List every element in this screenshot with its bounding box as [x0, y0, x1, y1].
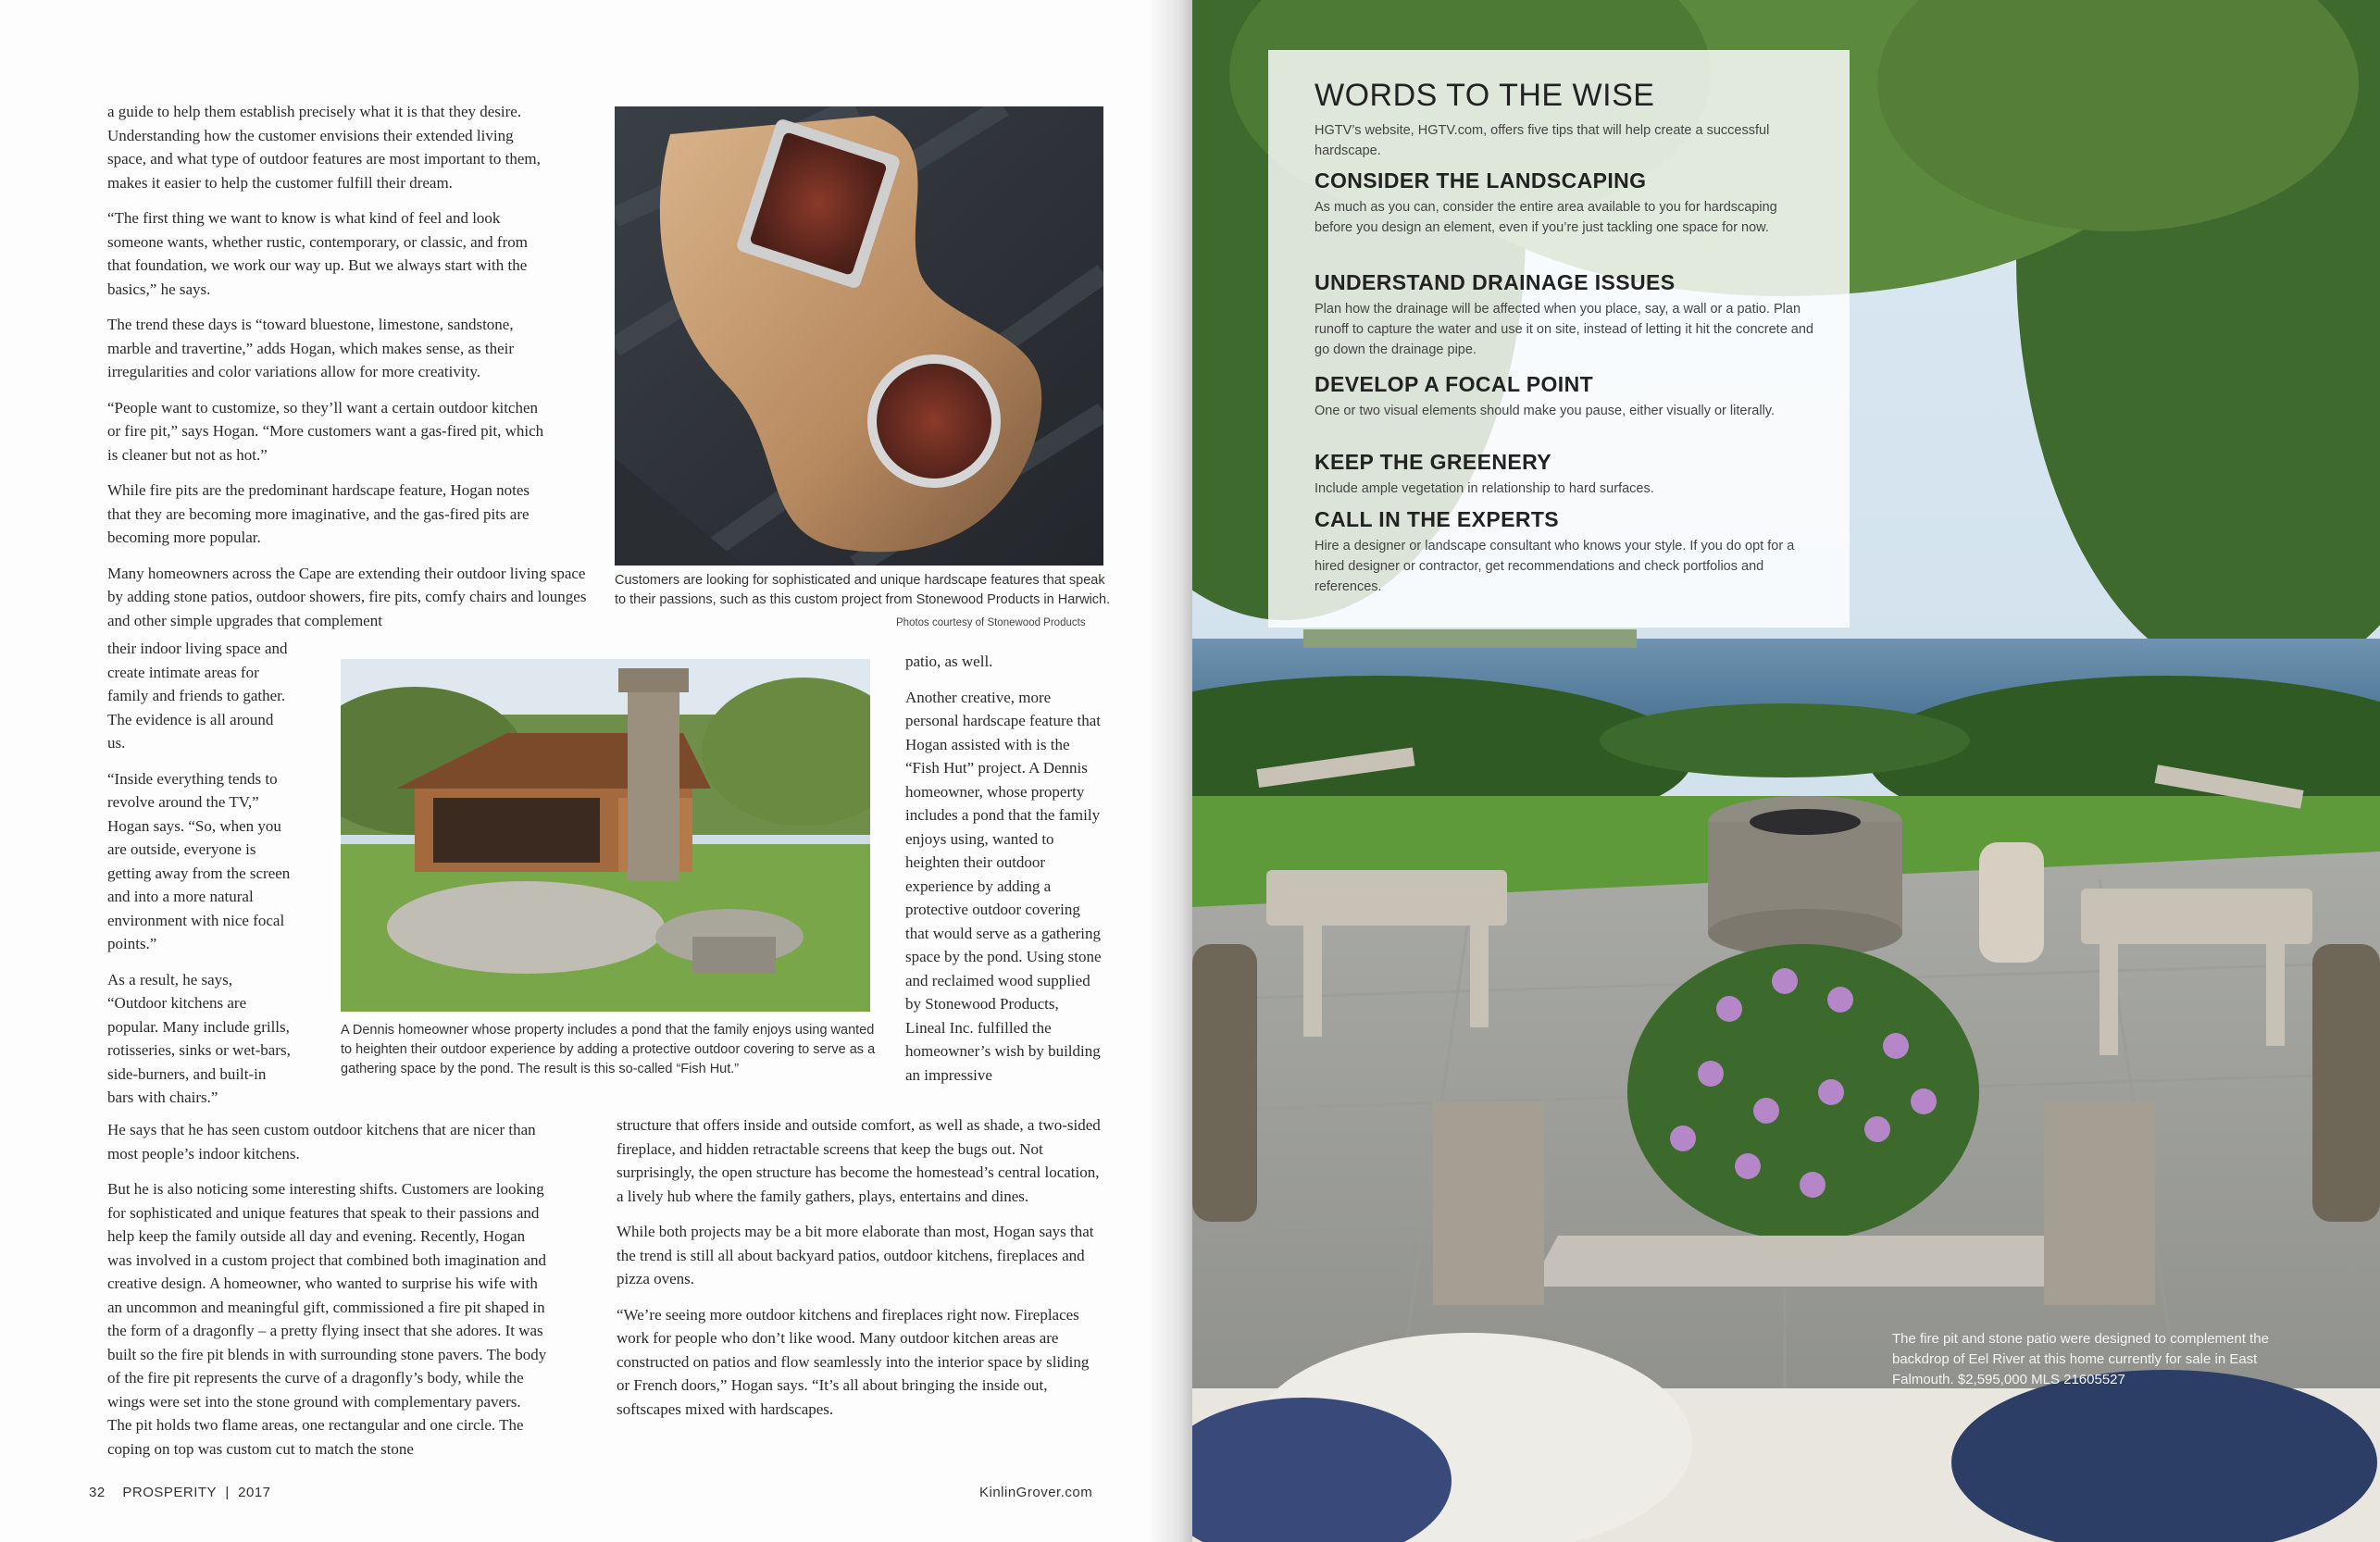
tip-consider-landscaping [1315, 168, 1814, 238]
publication-name: PROSPERITY [122, 1485, 218, 1500]
paragraph: a guide to help them establish precisely what it is that they desire. Understanding how the customer envisions their extended living space, and what type of outdoor features are most important to them, makes it easier to help the customer fulfill their dream. [107, 103, 541, 192]
paragraph: their indoor living space and create intimate areas for family and friends to gather. The evidence is all around us. [107, 640, 288, 752]
tip-text: Plan how the drainage will be affected when you place, say, a wall or a patio. Plan runoff to capture the water and use it on site, instead of letting it hit the concrete and go down the drainage pipe. [1315, 302, 1813, 357]
column-2-narrow-text [905, 650, 1102, 1099]
page-gutter [1148, 0, 1192, 1542]
fish-hut-caption: A Dennis homeowner whose property includes a pond that the family enjoys using wanted to heighten their outdoor experience by adding a protective outdoor covering to serve as a gathering space by the pond. The result is this so-called “Fish Hut.” [341, 1023, 876, 1076]
tip-text: One or two visual elements should make you pause, either visually or literally. [1315, 404, 1775, 418]
paragraph: While fire pits are the predominant hardscape feature, Hogan notes that they are becoming more imaginative, and the gas-fired pits are becoming more popular. [107, 481, 530, 546]
tip-text: Hire a designer or landscape consultant who knows your style. If you do opt for a hired designer or contractor, get recommendations and check portfolios and references. [1315, 539, 1795, 594]
tip-focal-point [1315, 372, 1814, 421]
tip-heading: DEVELOP A FOCAL POINT [1315, 372, 1594, 396]
tip-heading: UNDERSTAND DRAINAGE ISSUES [1315, 270, 1676, 294]
column-1-bottom-text [107, 1118, 548, 1473]
fish-hut-photo [341, 659, 870, 1012]
tip-drainage-issues [1315, 270, 1814, 360]
tip-heading: CALL IN THE EXPERTS [1315, 507, 1560, 531]
tip-text: As much as you can, consider the entire area available to you for hardscaping before you design an element, even if you’re just tackling one space for now. [1315, 200, 1777, 235]
folio-website: KinlinGrover.com [979, 1485, 1093, 1500]
paragraph: He says that he has seen custom outdoor kitchens that are nicer than most people’s indoor kitchens. [107, 1121, 536, 1163]
paragraph: “The first thing we want to know is what kind of feel and look someone wants, whether rustic, contemporary, or classic, and from that foundation, we work our way up. But we always start with the basics,” he says. [107, 209, 528, 298]
firepit-illustration [615, 106, 1103, 566]
paragraph: While both projects may be a bit more elaborate than most, Hogan says that the trend is still all about backyard patios, outdoor kitchens, fireplaces and pizza ovens. [617, 1223, 1094, 1287]
paragraph: Many homeowners across the Cape are extending their outdoor living space by adding stone patios, outdoor showers, fire pits, comfy chairs and lounges and other simple upgrades that complement [107, 564, 587, 629]
paragraph: “We’re seeing more outdoor kitchens and fireplaces right now. Fireplaces work for people who don’t like wood. Many outdoor kitchen areas are constructed on patios and flow seamlessly into the interior space by sliding or French doors,” Hogan says. “It’s all about bringing the inside out, softscapes mixed with hardscapes. [617, 1305, 1090, 1418]
paragraph: Another creative, more personal hardscape feature that Hogan assisted with is the “Fish Hut” project. A Dennis homeowner, whose property includes a pond that the family enjoys using, wanted to heighten their outdoor experience by adding a protective outdoor covering that would serve as a gathering space by the pond. Using stone and reclaimed wood supplied by Stonewood Products, Lineal Inc. fulfilled the homeowner’s wish by building an impressive [905, 688, 1102, 1084]
paragraph: The trend these days is “toward bluestone, limestone, sandstone, marble and travertine,” adds Hogan, which makes sense, as their irregularities and color variations allow for more creativity. [107, 316, 515, 380]
folio-left [89, 1485, 271, 1500]
patio-photo-caption: The fire pit and stone patio were designed to complement the backdrop of Eel River at this home currently for sale in East Falmouth. $2,595,000 MLS 21605527 [1892, 1331, 2269, 1387]
tip-call-experts [1315, 507, 1814, 597]
photo-credit: Photos courtesy of Stonewood Products [896, 617, 1086, 628]
column-2-bottom-text [617, 1113, 1102, 1433]
tip-keep-greenery [1315, 450, 1814, 499]
column-1-text [107, 100, 587, 644]
paragraph: patio, as well. [905, 653, 993, 670]
paragraph: But he is also noticing some interesting shifts. Customers are looking for sophisticated and unique features that speak to their passions and help keep the family outside all day and evening. Recently, Hogan was involved in a custom project that combined both imagination and creative design. A homeowner, who wanted to surprise his wife with an uncommon and meaningful gift, commissioned a fire pit shaped in the form of a dragonfly – a pretty flying insect that she adores. It was built so the fire pit blends in with surrounding stone pavers. The body of the fire pit represents the curve of a dragonfly’s body, while the wings were set into the stone ground with complementary pavers. The pit holds two flame areas, one rectangular and one circle. The coping on top was custom cut to match the stone [107, 1180, 547, 1458]
paragraph: “Inside everything tends to revolve around the TV,” Hogan says. “So, when you are outside, everyone is getting away from the screen and into a more natural environment with nice focal points.” [107, 769, 291, 952]
firepit-caption: Customers are looking for sophisticated and unique hardscape features that speak to their passions, such as this custom project from Stonewood Products in Harwich. [615, 573, 1111, 607]
paragraph: As a result, he says, “Outdoor kitchens are popular. Many include grills, rotisseries, sinks or wet-bars, side-burners, and built-in bars with chairs.” [107, 970, 291, 1106]
dragonfly-firepit-photo [615, 106, 1103, 566]
paragraph: structure that offers inside and outside comfort, as well as shade, a two-sided fireplace, and hidden retractable screens that keep the bugs out. Not surprisingly, the open structure has become the homestead’s central location, a lively hub where the family gathers, plays, entertains and dines. [617, 1116, 1101, 1205]
folio-separator: | [225, 1485, 230, 1500]
column-1-narrow-text [107, 637, 293, 1122]
words-to-the-wise-sidebar [1268, 50, 1850, 628]
tip-heading: KEEP THE GREENERY [1315, 450, 1552, 474]
sidebar-title: WORDS TO THE WISE [1315, 78, 1655, 113]
page-number: 32 [89, 1485, 106, 1500]
publication-year: 2017 [238, 1485, 271, 1500]
tip-heading: CONSIDER THE LANDSCAPING [1315, 168, 1647, 193]
sidebar-intro: HGTV’s website, HGTV.com, offers five tips that will help create a successful hardscape. [1315, 123, 1770, 158]
fish-hut-illustration [341, 659, 870, 1012]
tip-text: Include ample vegetation in relationship to hard surfaces. [1315, 481, 1654, 496]
paragraph: “People want to customize, so they’ll want a certain outdoor kitchen or fire pit,” says Hogan. “More customers want a gas-fired pit, which is cleaner but not as hot.” [107, 398, 544, 464]
